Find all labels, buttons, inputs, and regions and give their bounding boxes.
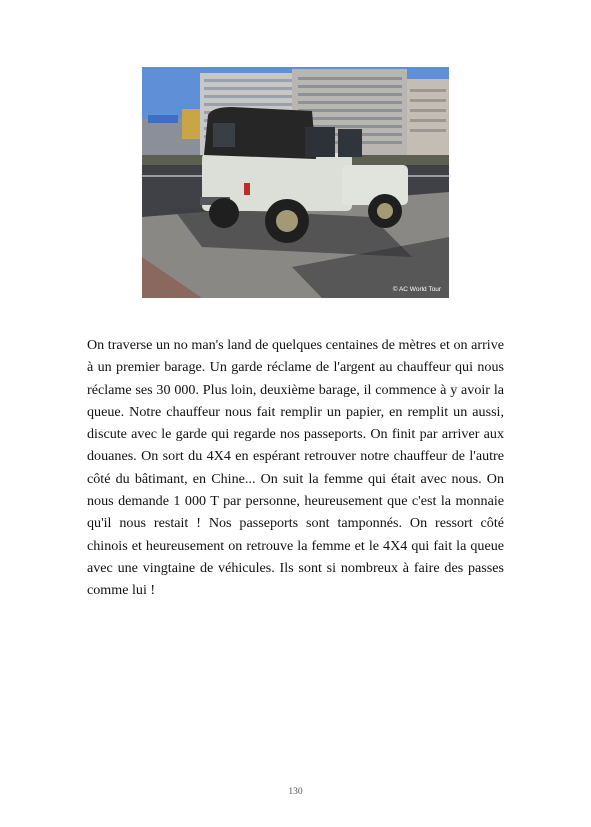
page-number: 130	[288, 787, 303, 797]
jeep-photo	[142, 67, 449, 298]
body-paragraph: On traverse un no man's land de quelques centaines de mètres et on arrive à un premier barage. Un garde réclame de l'argent au chauffeur qui nous réclame ses 30 000. Plus loin, deuxième barage, il commence à y avoir la queue. Notre chauffeur nous fait remplir un papier, en remplit un aussi, discute avec le garde qui regarde nos passeports. On finit par arriver aux douanes. On sort du 4X4 en espérant retrouver notre chauffeur de l'autre côté du bâtimant, en Chine... On suit la femme qui était avec nous. On nous demande 1 000 T par personne, heureusement que c'est la monnaie qu'il nous restait ! Nos passeports sont tamponnés. On ressort côté chinois et heureusement on retrouve la femme et le 4X4 qui fait la queue avec une vingtaine de véhicules. Ils sont si nombreux à faire des passes comme lui !	[87, 337, 504, 599]
photo-watermark: © AC World Tour	[392, 286, 441, 293]
yellow-sign	[182, 109, 200, 139]
photo-illustration	[142, 67, 449, 298]
blue-sign	[148, 115, 178, 123]
